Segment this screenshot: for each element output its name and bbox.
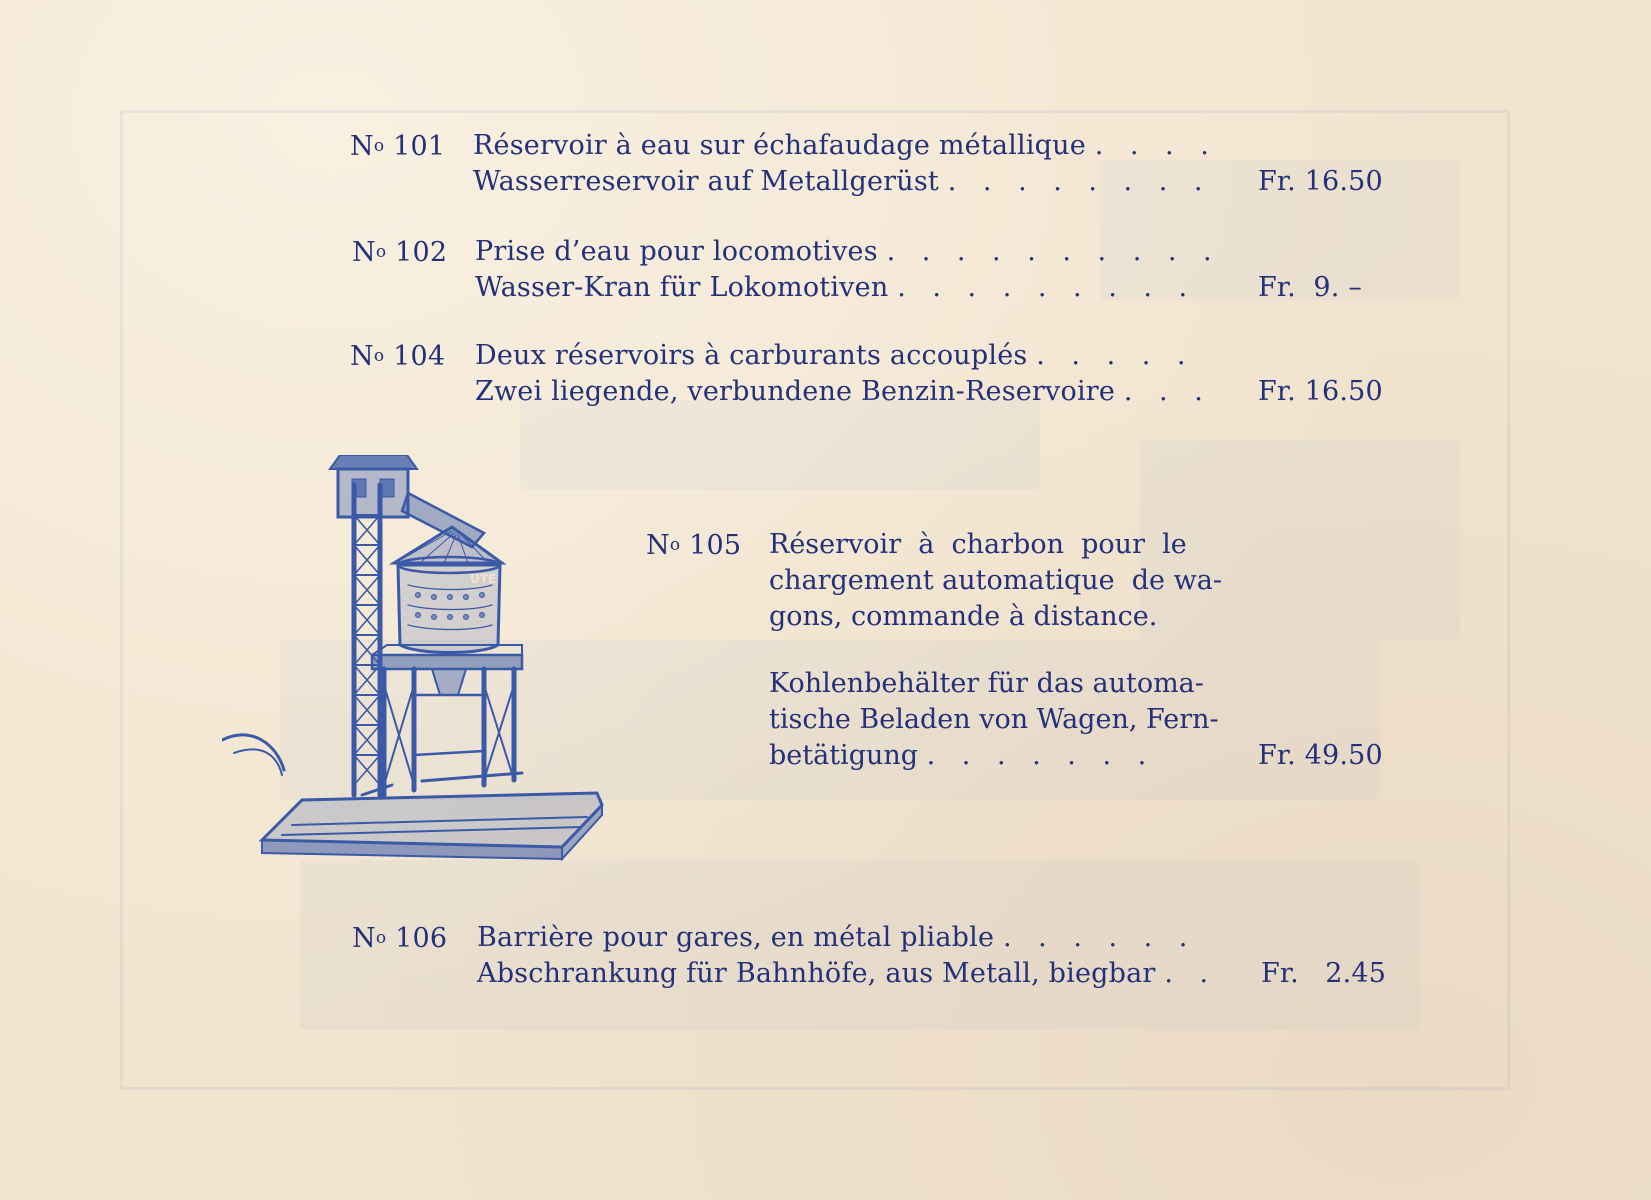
item-description-fr: Deux réservoirs à carburants accouplés . . . . . — [475, 340, 1195, 371]
item-description-de-line: tische Beladen von Wagen, Fern- — [769, 704, 1219, 735]
item-number: $N^o$ 104 — [350, 341, 446, 372]
item-price: Fr. 9. – — [1258, 272, 1363, 303]
item-description-fr-line: chargement automatique de wa- — [769, 565, 1222, 596]
item-price: Fr. 2.45 — [1261, 958, 1387, 989]
item-description-de: Zwei liegende, verbundene Benzin-Reservoire . . . — [475, 376, 1212, 407]
item-price: Fr. 49.50 — [1258, 740, 1383, 771]
item-price: Fr. 16.50 — [1258, 166, 1383, 197]
item-number: $N^o$ 106 — [352, 923, 448, 954]
bleed-through-block — [1140, 440, 1460, 640]
item-description-fr: Prise d’eau pour locomotives . . . . . . . . . . — [475, 236, 1221, 267]
item-description-de-line: Kohlenbehälter für das automa- — [769, 668, 1204, 699]
item-description-fr-line: Réservoir à charbon pour le — [769, 529, 1187, 560]
item-description-fr: Barrière pour gares, en métal pliable . . . . . . — [477, 922, 1197, 953]
item-price: Fr. 16.50 — [1258, 376, 1383, 407]
illustration-label: UTE — [470, 572, 497, 586]
item-description-fr: Réservoir à eau sur échafaudage métallique . . . . — [473, 130, 1218, 161]
item-description-de-line: betätigung . . . . . . . — [769, 740, 1156, 771]
item-description-fr-line: gons, commande à distance. — [769, 601, 1158, 632]
coal-tower-illustration — [222, 455, 622, 865]
item-number: $N^o$ 105 — [646, 530, 742, 561]
item-description-de: Abschrankung für Bahnhöfe, aus Metall, biegbar . . — [477, 958, 1218, 989]
item-number: $N^o$ 101 — [350, 131, 446, 162]
item-description-de: Wasserreservoir auf Metallgerüst . . . . . . . . — [473, 166, 1212, 197]
item-number: $N^o$ 102 — [352, 237, 448, 268]
item-description-de: Wasser-Kran für Lokomotiven . . . . . . . . . — [475, 272, 1197, 303]
